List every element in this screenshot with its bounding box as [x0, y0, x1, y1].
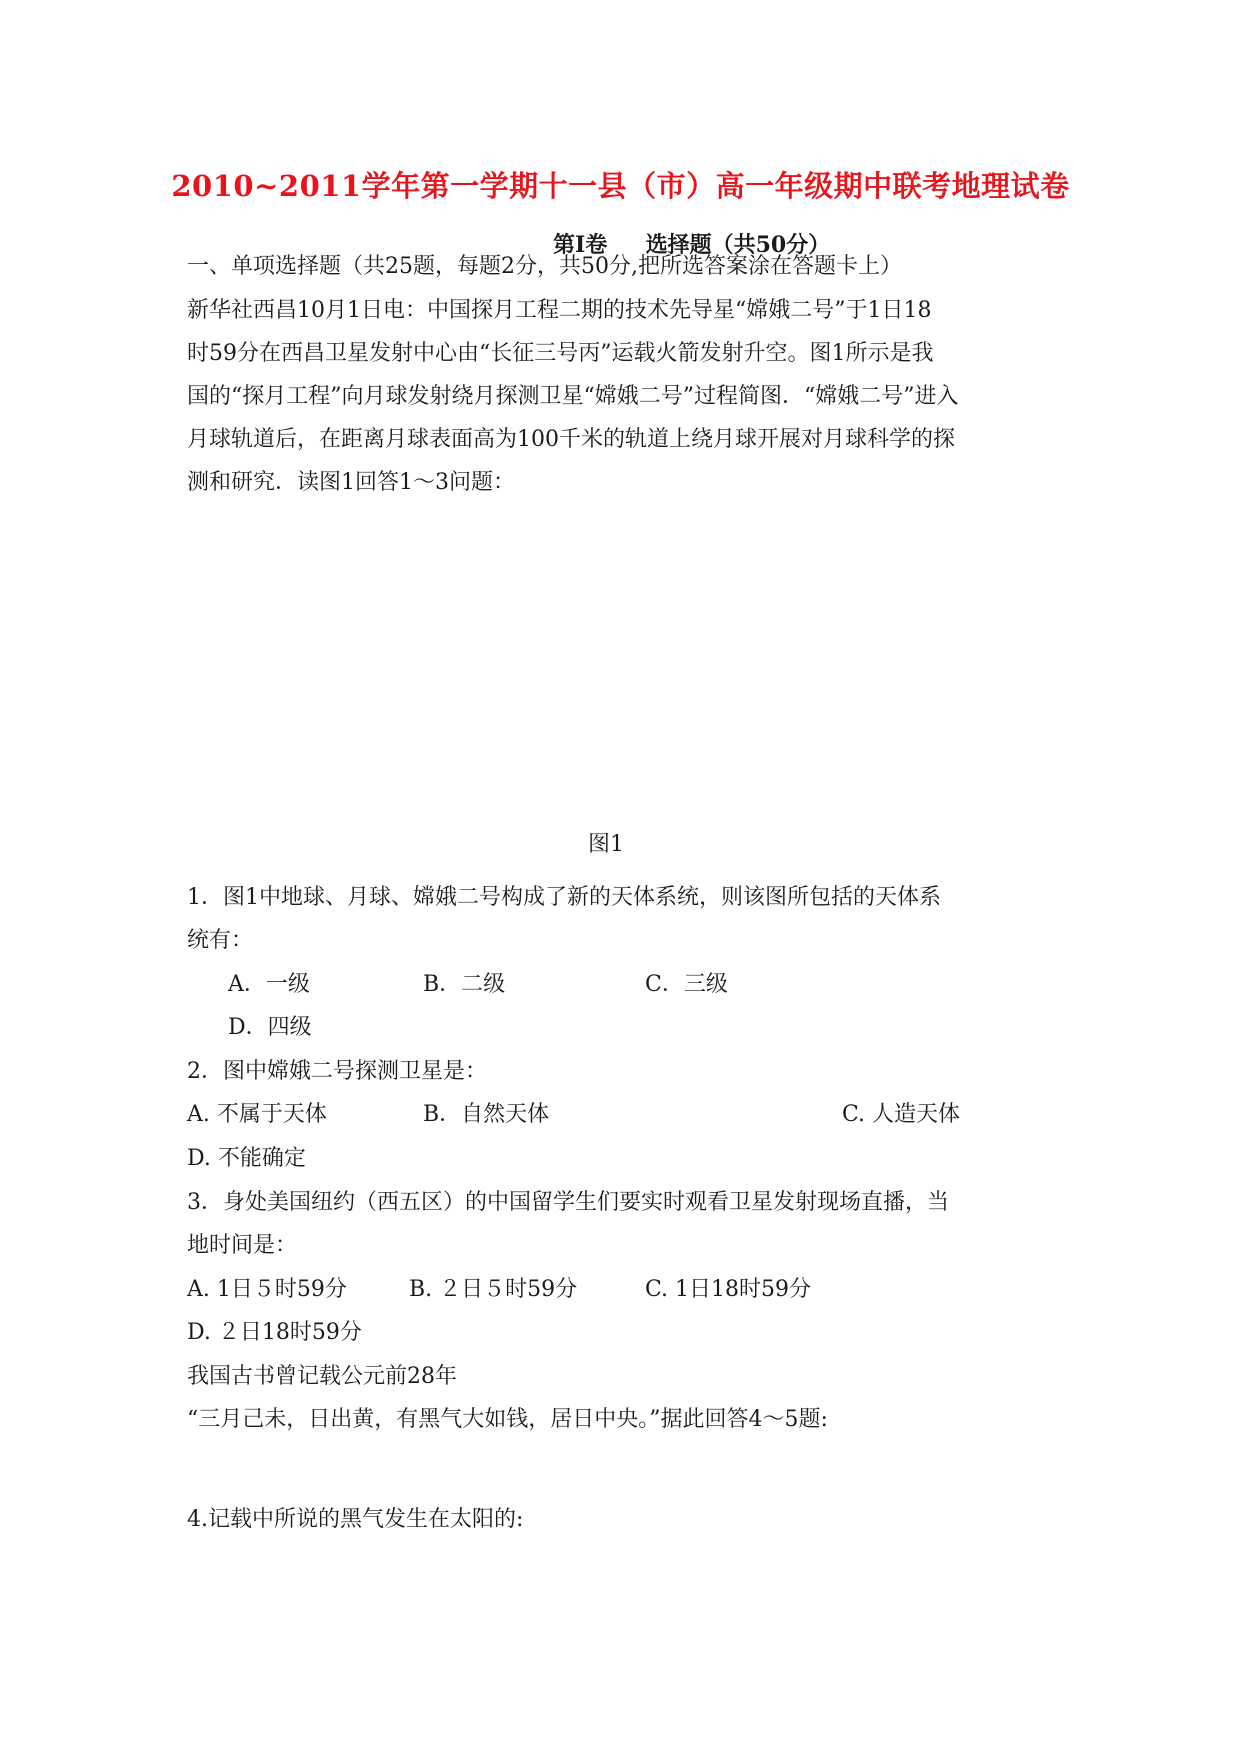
- part-heading: 一、单项选择题（共25题，每题2分，共50分,把所选答案涂在答题卡上）: [187, 254, 902, 279]
- passage-2-line: 我国古书曾记载公元前28年: [187, 1364, 457, 1389]
- question-2-stem: 2．图中嫦娥二号探测卫星是：: [187, 1059, 487, 1084]
- figure-caption: 图1: [588, 832, 624, 857]
- section-heading: 第Ⅰ卷 选择题（共50分）: [553, 232, 831, 258]
- question-3-option-b: B. ２日５时59分: [409, 1277, 578, 1302]
- question-4-stem: 4.记载中所说的黑气发生在太阳的:: [187, 1507, 524, 1532]
- intro-line: 测和研究．读图1回答1～3问题：: [187, 470, 515, 495]
- question-2-option-c: C. 人造天体: [842, 1102, 961, 1127]
- question-1-option-a: A．一级: [228, 972, 310, 997]
- question-1-stem: 1．图1中地球、月球、嫦娥二号构成了新的天体系统，则该图所包括的天体系: [187, 885, 941, 910]
- question-1-option-d: D．四级: [228, 1015, 312, 1040]
- figure-1-placeholder: [187, 545, 1057, 800]
- question-2-option-d: D. 不能确定: [187, 1146, 306, 1171]
- question-1-stem: 统有：: [187, 928, 254, 953]
- exam-title: 2010~2011学年第一学期十一县（市）高一年级期中联考地理试卷: [171, 169, 1070, 203]
- intro-line: 国的“探月工程”向月球发射绕月探测卫星“嫦娥二号”过程简图．“嫦娥二号”进入: [187, 384, 959, 409]
- passage-2-line: “三月己未，日出黄，有黑气大如钱，居日中央。”据此回答4～5题:: [187, 1407, 828, 1432]
- question-3-stem: 3．身处美国纽约（西五区）的中国留学生们要实时观看卫星发射现场直播，当: [187, 1190, 949, 1215]
- question-3-stem: 地时间是：: [187, 1233, 298, 1258]
- question-3-option-c: C. 1日18时59分: [645, 1277, 812, 1302]
- question-1-option-c: C．三级: [645, 972, 728, 997]
- intro-line: 月球轨道后，在距离月球表面高为100千米的轨道上绕月球开展对月球科学的探: [187, 427, 955, 452]
- question-1-option-b: B．二级: [423, 972, 506, 997]
- question-3-option-d: D. ２日18时59分: [187, 1320, 362, 1345]
- intro-line: 新华社西昌10月1日电：中国探月工程二期的技术先导星“嫦娥二号”于1日18: [187, 298, 932, 323]
- question-3-option-a: A. 1日５时59分: [187, 1277, 347, 1302]
- question-2-option-b: B．自然天体: [423, 1102, 550, 1127]
- question-2-option-a: A. 不属于天体: [187, 1102, 327, 1127]
- intro-line: 时59分在西昌卫星发射中心由“长征三号丙”运载火箭发射升空。图1所示是我: [187, 341, 934, 366]
